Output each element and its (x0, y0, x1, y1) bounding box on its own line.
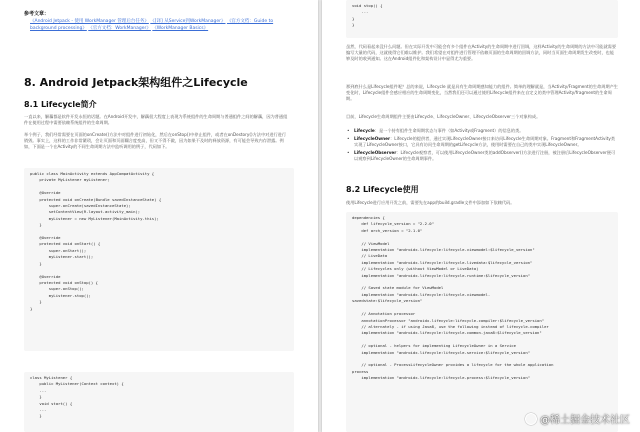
code-block: public class MainActivity extends AppCompatActivity { private MyListener myListener; @Override protected void onCreate(Bundle savedInstanceState) { super.onCreate(savedInstanceState); setContentView(R.layout.activity_main); myListener = new MyListener(MainActivity.this); } @Override protected void onStart() { super.onStart(); myListener.start(); } @Override protected void onStop() { super.onStop(); myListener.stop(); } } (24, 168, 294, 351)
code-block: class MyListener { public MyListener(Context context) { ... } void start() { ... } (24, 372, 294, 432)
subsection-heading: 8.2 Lifecycle使用 (346, 185, 419, 194)
list-text: ：是一个持有组件生命周期状态与事件（如Activity或Fragment）的信息的类。 (374, 128, 524, 133)
paragraph: 那到底什么是Lifecycle组件呢？总的来说，Lifecycle 就是具有生命周期感知能力的组件。简单的理解就是，当Activity/Fragment的生命周期产生变化时，Lifecycle组件会感应相应的生命周期变化，当然我们还可以通过使用Lifecycle组件来在自定义的类中管理Activity/fragment的生命周期。 (346, 84, 618, 102)
list-item (346, 128, 618, 135)
reference-link[interactable]: 《WorkManager Basics》 (152, 25, 209, 31)
subsection-heading: 8.1 Lifecycle简介 (24, 100, 97, 109)
paragraph: 虽然，代码看起来没什么问题。但在实际开发中可能会有多个组件在Activity的生命周期中进行回调，这样Activity的生命周期的方法中可能就需要编写大量的代码，这就使得它们难以维护。我们希望在对组件进行管理不依赖页面的生命周期的回调方法，同时当页面生命周期发生改变时，也能够及时的收到通知。这在Android组件化和架构设计中显得尤为重要。 (346, 44, 617, 62)
list-term: LifecycleOwner (354, 135, 391, 141)
code-block: dependencies { def lifecycle_version = "2.2.0" def arch_version = "2.1.0" // ViewModel implementation "androidx.lifecycle:lifecycle-viewmodel:$lifecycle_version" // LiveData implementation "androidx.lifecycle:lifecycle-livedata:$lifecycle_version" // Lifecycles only (without ViewModel or LiveData) implementation "androidx.lifecycle:lifecycle-runtime:$lifecycle_version" // Saved state module for ViewModel implementation "androidx.lifecycle:lifecycle-viewmodel- savedstate:$lifecycle_version" // Annotation processor annotationProcessor "androidx.lifecycle:lifecycle-compiler:$lifecycle_version" // alternately - if using Java8, use the following instead of lifecycle-compiler implementation "androidx.lifecycle:lifecycle-common-java8:$lifecycle_version" // optional - helpers for implementing LifecycleOwner in a Service implementation "androidx.lifecycle:lifecycle-service:$lifecycle_version" // optional - ProcessLifecycleOwner provides a lifecycle for the whole application process implementation "androidx.lifecycle:lifecycle-process:$lifecycle_version" (346, 212, 618, 432)
references-title: 参考文章： (24, 11, 50, 17)
reference-link[interactable]: 《Android Jetpack - 使用 WorkManager 管理后台任务》 (30, 19, 149, 24)
watermark-text: @稀土掘金技术社区 (540, 415, 630, 426)
reference-link[interactable]: 《官方文档：WorkManager》 (88, 25, 151, 31)
list-item (346, 136, 618, 149)
left-page (0, 0, 318, 432)
list-term: Lifecycle (354, 128, 375, 133)
paragraph: 使用Lifecycle进行应用开发之前，需要先在app的build.gradle文件中添加如下依赖代码。 (346, 200, 515, 205)
list-text: ：Lifecycle观察者，可以使用LifecycleOwner类的addObserver()方法进行注册，被注册后LifecycleObserver便可以观察到LifecycleOwner的生命周期事件。 (354, 149, 616, 162)
reference-link[interactable]: 《官方文档：Guide to background processing》 (30, 19, 274, 31)
right-page (322, 0, 640, 432)
list-text: ：Lifecycle的提供者，通过实现LifecycleOwner接口来访问Lifecycle生命周期对象。Fragment和FragmentActivity类实现了LifecycleOwner接口，它具有访问生命周期的getLifecycle方法，使用时需要在自己的类中实现LifecycleOwner。 (354, 135, 616, 148)
section-heading: 8. Android Jetpack架构组件之Lifecycle (24, 76, 248, 89)
juejin-logo-icon (525, 413, 537, 425)
reference-links (30, 19, 290, 32)
code-block: void stop() { ... } } (346, 0, 618, 38)
list-term: LifecycleObserver (354, 149, 397, 155)
reference-link[interactable]: 《[译] 从Service到WorkManager》 (150, 19, 226, 24)
watermark (525, 411, 630, 426)
list-item (346, 150, 618, 163)
example-paragraph: 举个例子，我们经常需要在页面的onCreate()方法中对组件进行初始化，然后在onStop()中停止组件，或者在onDestory()方法中对进行进行销毁。事实上，这样的工作非常繁琐，会让页面和页面耦合度变高，但又不得不做，因为如果不及时的释放资源，有可能会导致内存泄露。例如，下面是一个在Activity的不同生命周期方法中监听调用的例子，代码如下。 (24, 132, 287, 150)
paragraph: 目前，Lifecycle生命周期组件主要由Lifecycle、LifecycleOwner、LifecycleObserver三个对象构成。 (346, 114, 541, 119)
component-list (346, 128, 618, 164)
intro-paragraph: 一直以来，解藕都是软件开发永恒的话题。在Android开发中，解藕很大程度上表现为系统组件的生命周期与普通组件之间的解藕，因为普通组件在使用过程中需要依赖系统组件的生命周期。 (24, 114, 288, 126)
